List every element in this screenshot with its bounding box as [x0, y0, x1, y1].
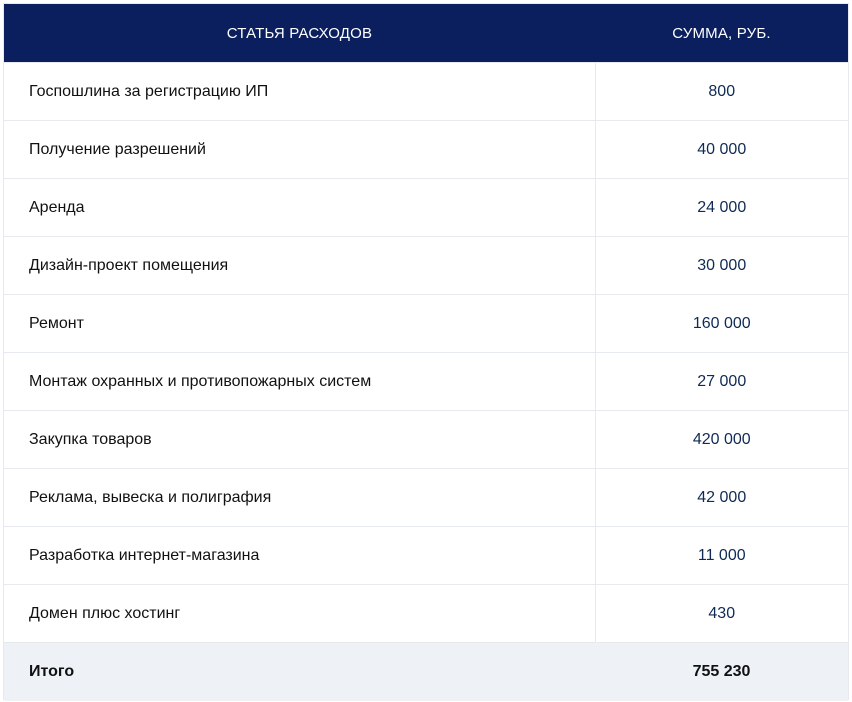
table-row	[4, 585, 848, 643]
expenses-table	[4, 4, 848, 701]
table-row	[4, 179, 848, 237]
table-row	[4, 469, 848, 527]
header-expense-item: СТАТЬЯ РАСХОДОВ	[4, 4, 595, 63]
table-row	[4, 411, 848, 469]
table-row	[4, 353, 848, 411]
expense-item-cell: Разработка интернет-магазина	[4, 527, 595, 585]
expense-amount-cell: 11 000	[595, 527, 848, 585]
expense-amount-cell: 430	[595, 585, 848, 643]
total-row	[4, 643, 848, 702]
total-amount: 755 230	[595, 643, 848, 702]
expense-item-cell: Монтаж охранных и противопожарных систем	[4, 353, 595, 411]
expense-item-cell: Закупка товаров	[4, 411, 595, 469]
expense-amount-cell: 42 000	[595, 469, 848, 527]
expense-item-cell: Ремонт	[4, 295, 595, 353]
expense-amount-cell: 160 000	[595, 295, 848, 353]
table-row	[4, 63, 848, 121]
total-label: Итого	[4, 643, 595, 702]
expense-item-cell: Аренда	[4, 179, 595, 237]
table-row	[4, 237, 848, 295]
table-row	[4, 527, 848, 585]
expense-item-cell: Госпошлина за регистрацию ИП	[4, 63, 595, 121]
expense-amount-cell: 30 000	[595, 237, 848, 295]
expense-item-cell: Домен плюс хостинг	[4, 585, 595, 643]
header-amount: СУММА, РУБ.	[595, 4, 848, 63]
expense-item-cell: Дизайн-проект помещения	[4, 237, 595, 295]
table-row	[4, 295, 848, 353]
expense-item-cell: Реклама, вывеска и полиграфия	[4, 469, 595, 527]
expense-amount-cell: 420 000	[595, 411, 848, 469]
expense-amount-cell: 27 000	[595, 353, 848, 411]
expense-amount-cell: 40 000	[595, 121, 848, 179]
table-header-row	[4, 4, 848, 63]
table-row	[4, 121, 848, 179]
expense-amount-cell: 24 000	[595, 179, 848, 237]
expense-item-cell: Получение разрешений	[4, 121, 595, 179]
expense-amount-cell: 800	[595, 63, 848, 121]
expenses-table-container	[3, 3, 849, 700]
